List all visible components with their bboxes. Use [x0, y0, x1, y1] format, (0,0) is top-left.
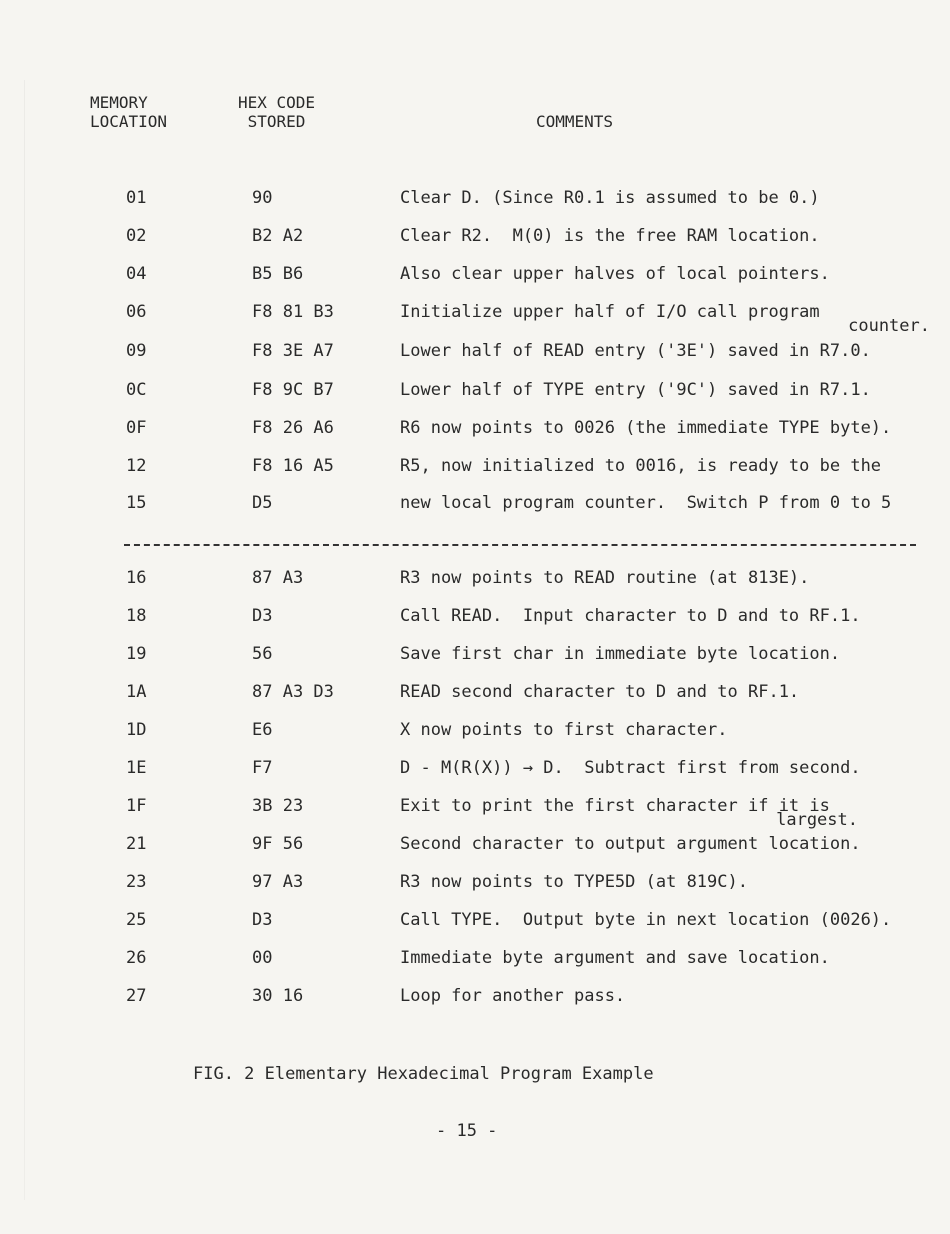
memory-location: 04	[126, 264, 147, 284]
table-row	[0, 300, 950, 336]
comment: Immediate byte argument and save location.	[400, 948, 830, 968]
table-row	[0, 718, 950, 742]
hex-code: 87 A3	[252, 568, 304, 588]
hex-code: B5 B6	[252, 264, 304, 284]
memory-location: 16	[126, 568, 147, 588]
memory-location: 1A	[126, 682, 147, 702]
table-row	[0, 908, 950, 932]
hex-code: F8 9C B7	[252, 380, 334, 400]
table-row	[0, 832, 950, 856]
header-hex-code	[238, 93, 315, 131]
table-row	[0, 984, 950, 1008]
memory-location: 18	[126, 606, 147, 626]
comment-continuation: counter.	[848, 316, 930, 336]
memory-location: 15	[126, 493, 147, 513]
comment: Lower half of READ entry ('3E') saved in R7.0.	[400, 341, 871, 361]
memory-location: 19	[126, 644, 147, 664]
header-memory-location	[90, 93, 167, 131]
memory-location: 1E	[126, 758, 147, 778]
table-row	[0, 566, 950, 590]
hex-code: 97 A3	[252, 872, 304, 892]
header-memory-line2: LOCATION	[90, 112, 168, 131]
hex-code: F8 16 A5	[252, 456, 334, 476]
table-row	[0, 416, 950, 440]
comment: Call READ. Input character to D and to RF.1.	[400, 606, 861, 626]
hex-code: 9F 56	[252, 834, 304, 854]
table-row	[0, 186, 950, 210]
memory-location: 23	[126, 872, 147, 892]
hex-code: 00	[252, 948, 273, 968]
memory-location: 1D	[126, 720, 147, 740]
hex-code: D5	[252, 493, 273, 513]
comment: R3 now points to TYPE5D (at 819C).	[400, 872, 748, 892]
memory-location: 26	[126, 948, 147, 968]
hex-code: 56	[252, 644, 273, 664]
comment: Call TYPE. Output byte in next location (0026).	[400, 910, 892, 930]
table-row	[0, 262, 950, 286]
hex-code: D3	[252, 606, 273, 626]
memory-location: 27	[126, 986, 147, 1006]
memory-location: 21	[126, 834, 147, 854]
table-row	[0, 454, 950, 478]
comment: Also clear upper halves of local pointers.	[400, 264, 830, 284]
table-row	[0, 794, 950, 830]
memory-location: 01	[126, 188, 147, 208]
memory-location: 12	[126, 456, 147, 476]
section-divider	[124, 544, 916, 546]
hex-code: 3B 23	[252, 796, 304, 816]
comment: D - M(R(X)) → D. Subtract first from second.	[400, 758, 861, 778]
memory-location: 0C	[126, 380, 147, 400]
hex-code: F7	[252, 758, 273, 778]
comment: Clear R2. M(0) is the free RAM location.	[400, 226, 820, 246]
table-row	[0, 870, 950, 894]
memory-location: 06	[126, 302, 147, 322]
hex-code: F8 81 B3	[252, 302, 334, 322]
hex-code: F8 26 A6	[252, 418, 334, 438]
comment: X now points to first character.	[400, 720, 728, 740]
table-row	[0, 756, 950, 780]
comment: Exit to print the first character if it is	[400, 796, 830, 816]
page-number: - 15 -	[436, 1121, 498, 1141]
comment: READ second character to D and to RF.1.	[400, 682, 800, 702]
hex-code: B2 A2	[252, 226, 304, 246]
table-row	[0, 680, 950, 704]
table-row	[0, 224, 950, 248]
header-comments: COMMENTS	[536, 112, 614, 131]
header-hex-line1: HEX CODE	[238, 93, 316, 112]
figure-caption: FIG. 2 Elementary Hexadecimal Program Example	[193, 1064, 654, 1084]
comment: Loop for another pass.	[400, 986, 626, 1006]
hex-code: 90	[252, 188, 273, 208]
table-row	[0, 378, 950, 402]
comment: Save first char in immediate byte location.	[400, 644, 841, 664]
header-hex-line2: STORED	[247, 112, 306, 131]
table-row	[0, 604, 950, 628]
memory-location: 02	[126, 226, 147, 246]
table-row	[0, 491, 950, 515]
comment: new local program counter. Switch P from 0 to 5	[400, 493, 892, 513]
comment: R5, now initialized to 0016, is ready to be the	[400, 456, 882, 476]
hex-code: E6	[252, 720, 273, 740]
hex-code: D3	[252, 910, 273, 930]
memory-location: 0F	[126, 418, 147, 438]
comment: R6 now points to 0026 (the immediate TYPE byte).	[400, 418, 892, 438]
table-row	[0, 946, 950, 970]
comment: Second character to output argument location.	[400, 834, 861, 854]
table-row	[0, 642, 950, 666]
comment: Lower half of TYPE entry ('9C') saved in R7.1.	[400, 380, 871, 400]
memory-location: 25	[126, 910, 147, 930]
hex-code: F8 3E A7	[252, 341, 334, 361]
header-memory-line1: MEMORY	[90, 93, 148, 112]
comment-continuation: largest.	[776, 810, 858, 830]
table-row	[0, 339, 950, 363]
comment: R3 now points to READ routine (at 813E).	[400, 568, 810, 588]
comment: Initialize upper half of I/O call program	[400, 302, 820, 322]
memory-location: 1F	[126, 796, 147, 816]
memory-location: 09	[126, 341, 147, 361]
comment: Clear D. (Since R0.1 is assumed to be 0.)	[400, 188, 820, 208]
hex-code: 87 A3 D3	[252, 682, 334, 702]
hex-code: 30 16	[252, 986, 304, 1006]
